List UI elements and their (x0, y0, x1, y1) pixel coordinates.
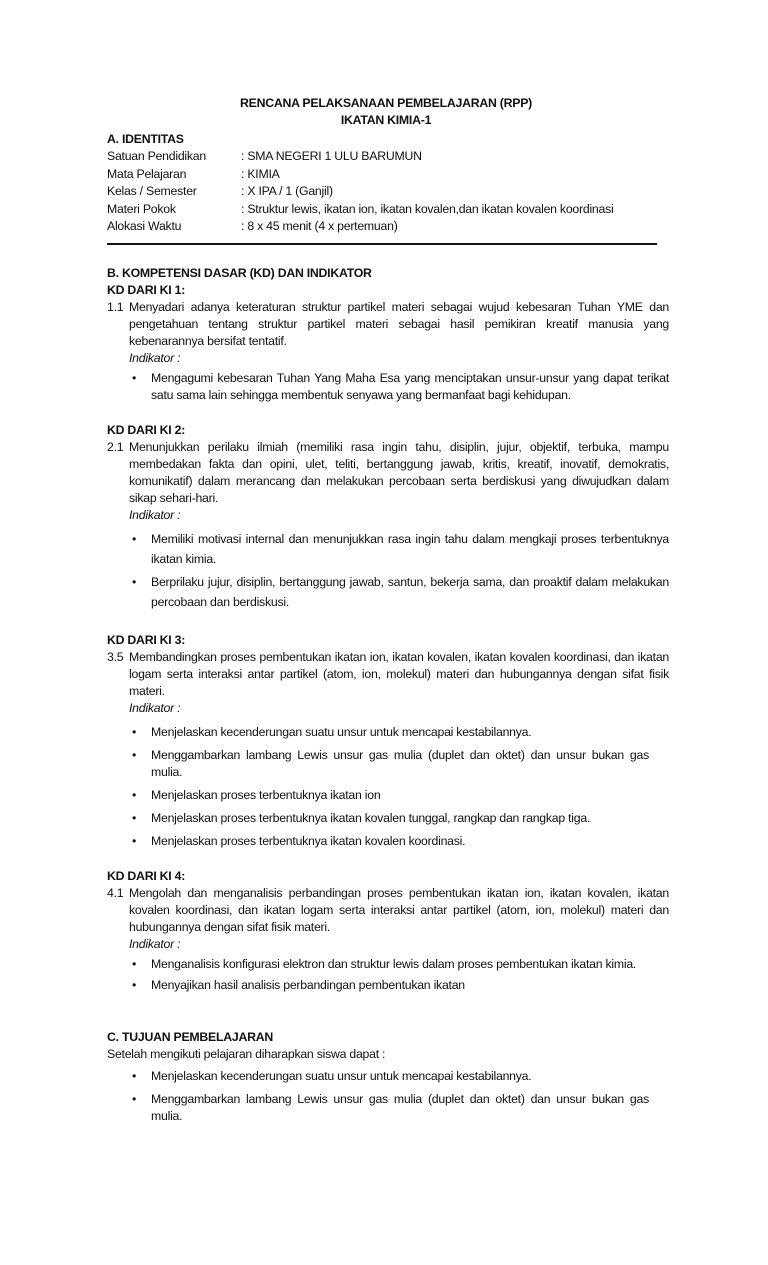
kd-number: 3.5 (107, 649, 124, 664)
indikator-text: Mengagumi kebesaran Tuhan Yang Maha Esa yang menciptakan unsur-unsur yang dapat terikat satu sama lain sehingga membentuk senyawa yang bermanfaat bagi kehidupan. (151, 370, 669, 402)
list-item (129, 833, 669, 850)
identitas-row (107, 148, 669, 166)
tujuan-text: Menjelaskan kecenderungan suatu unsur untuk mencapai kestabilannya. (151, 1068, 532, 1083)
kd-number: 2.1 (107, 439, 124, 454)
kd-paragraph (107, 649, 669, 850)
indikator-list (129, 370, 669, 404)
identitas-label: Kelas / Semester (107, 184, 197, 198)
ki2-heading: KD DARI KI 2: (107, 422, 186, 437)
indikator-list (129, 724, 669, 850)
tujuan-list (107, 1068, 669, 1125)
bullet-icon: • (132, 1068, 137, 1083)
document-page (107, 95, 669, 1125)
ki4-heading: KD DARI KI 4: (107, 868, 186, 883)
kd-number: 1.1 (107, 299, 124, 314)
bullet-icon: • (132, 787, 137, 802)
section-heading-kd: B. KOMPETENSI DASAR (KD) DAN INDIKATOR (107, 265, 372, 280)
identitas-value: : Struktur lewis, ikatan ion, ikatan kovalen,dan ikatan kovalen koordinasi (241, 201, 614, 216)
kd-text: Membandingkan proses pembentukan ikatan ion, ikatan kovalen, ikatan kovalen koordinasi, dan ikatan logam serta interaksi antar partikel (atom, ion, molekul) materi dan hubungannya dengan sifat fisik materi. (129, 649, 669, 698)
indikator-label: Indikator : (129, 350, 181, 365)
bullet-icon: • (132, 724, 137, 739)
ki3-heading: KD DARI KI 3: (107, 632, 186, 647)
section-heading-identitas: A. IDENTITAS (107, 132, 184, 146)
list-item (129, 787, 669, 804)
tujuan-text: Menggambarkan lambang Lewis unsur gas mulia (duplet dan oktet) dan unsur bukan gas mulia. (151, 1091, 649, 1123)
list-item (129, 1068, 669, 1085)
kd-text: Menunjukkan perilaku ilmiah (memiliki rasa ingin tahu, disiplin, jujur, objektif, terbuka, mampu membedakan fakta dan opini, ulet, teliti, bertanggung jawab, kritis, kreatif, inovatif, demokratis, komunikatif) dalam merancang dan melakukan percobaan serta berdiskusi yang diwujudkan dalam sikap sehari-hari. (129, 439, 669, 505)
bullet-icon: • (132, 574, 137, 589)
indikator-text: Berprilaku jujur, disiplin, bertanggung jawab, santun, bekerja sama, dan proaktif dalam melakukan percobaan dan berdiskusi. (151, 574, 669, 609)
bullet-icon: • (132, 833, 137, 848)
section-kompetensi-dasar (107, 265, 669, 994)
kd-number: 4.1 (107, 885, 124, 900)
list-item (129, 724, 669, 741)
identitas-value: : KIMIA (241, 166, 280, 181)
indikator-text: Menjelaskan kecenderungan suatu unsur untuk mencapai kestabilannya. (151, 724, 532, 739)
section-heading-tujuan: C. TUJUAN PEMBELAJARAN (107, 1029, 273, 1044)
indikator-text: Menyajikan hasil analisis perbandingan pembentukan ikatan (151, 977, 465, 992)
kd-text: Mengolah dan menganalisis perbandingan proses pembentukan ikatan ion, ikatan kovalen, ikatan kovalen koordinasi, dan ikatan logam serta interaksi antar partikel (atom, ion, molekul) materi dan hubungannya dengan sifat fisik materi. (129, 885, 669, 934)
bullet-icon: • (132, 531, 137, 546)
indikator-text: Menjelaskan proses terbentuknya ikatan kovalen koordinasi. (151, 833, 466, 848)
kd-paragraph (107, 439, 669, 612)
document-title-block (107, 95, 669, 129)
list-item (129, 747, 669, 781)
identitas-label: Mata Pelajaran (107, 166, 187, 181)
indikator-label: Indikator : (129, 507, 181, 522)
identitas-value: : 8 x 45 menit (4 x pertemuan) (241, 219, 398, 233)
list-item (129, 810, 669, 827)
indikator-list (129, 956, 669, 994)
bullet-icon: • (132, 810, 137, 825)
document-title: RENCANA PELAKSANAAN PEMBELAJARAN (RPP) (239, 96, 532, 110)
kd-paragraph (107, 885, 669, 994)
identitas-label: Alokasi Waktu (107, 219, 182, 233)
identitas-label: Satuan Pendidikan (107, 149, 206, 163)
tujuan-intro: Setelah mengikuti pelajaran diharapkan siswa dapat : (107, 1046, 386, 1061)
list-item (129, 956, 669, 973)
list-item (129, 529, 669, 569)
identitas-value: : SMA NEGERI 1 ULU BARUMUN (241, 149, 422, 163)
identitas-value: : X IPA / 1 (Ganjil) (241, 184, 333, 198)
bullet-icon: • (132, 956, 137, 971)
indikator-label: Indikator : (129, 936, 181, 951)
indikator-text: Menjelaskan proses terbentuknya ikatan ion (151, 787, 381, 802)
indikator-label: Indikator : (129, 700, 181, 715)
indikator-list (129, 529, 669, 612)
list-item (129, 370, 669, 404)
ki1-heading: KD DARI KI 1: (107, 282, 186, 297)
bullet-icon: • (132, 977, 137, 992)
section-tujuan (107, 1029, 669, 1125)
indikator-text: Menganalisis konfigurasi elektron dan struktur lewis dalam proses pembentukan ikatan kimia. (151, 956, 637, 971)
kd-text: Menyadari adanya keteraturan struktur partikel materi sebagai wujud kebesaran Tuhan YME dan pengetahuan tentang struktur partikel materi sebagai hasil pemikiran kreatif manusia yang kebenarannya bersifat tentatif. (129, 299, 669, 348)
bullet-icon: • (132, 747, 137, 762)
bullet-icon: • (132, 1091, 137, 1106)
bullet-icon: • (132, 370, 137, 385)
identitas-row (107, 166, 669, 184)
identitas-row (107, 183, 669, 201)
indikator-text: Menjelaskan proses terbentuknya ikatan kovalen tunggal, rangkap dan rangkap tiga. (151, 810, 591, 825)
indikator-text: Memiliki motivasi internal dan menunjukkan rasa ingin tahu dalam mengkaji proses terbentuknya ikatan kimia. (151, 531, 669, 566)
section-identitas (107, 131, 669, 245)
identitas-label: Materi Pokok (107, 201, 176, 216)
list-item (129, 977, 669, 994)
list-item (129, 572, 669, 612)
identitas-row (107, 201, 669, 219)
kd-paragraph (107, 299, 669, 404)
document-subtitle: IKATAN KIMIA-1 (340, 113, 432, 127)
list-item (129, 1091, 669, 1125)
indikator-text: Menggambarkan lambang Lewis unsur gas mulia (duplet dan oktet) dan unsur bukan gas mulia. (151, 747, 649, 779)
section-divider (107, 243, 657, 245)
identitas-row (107, 218, 669, 236)
